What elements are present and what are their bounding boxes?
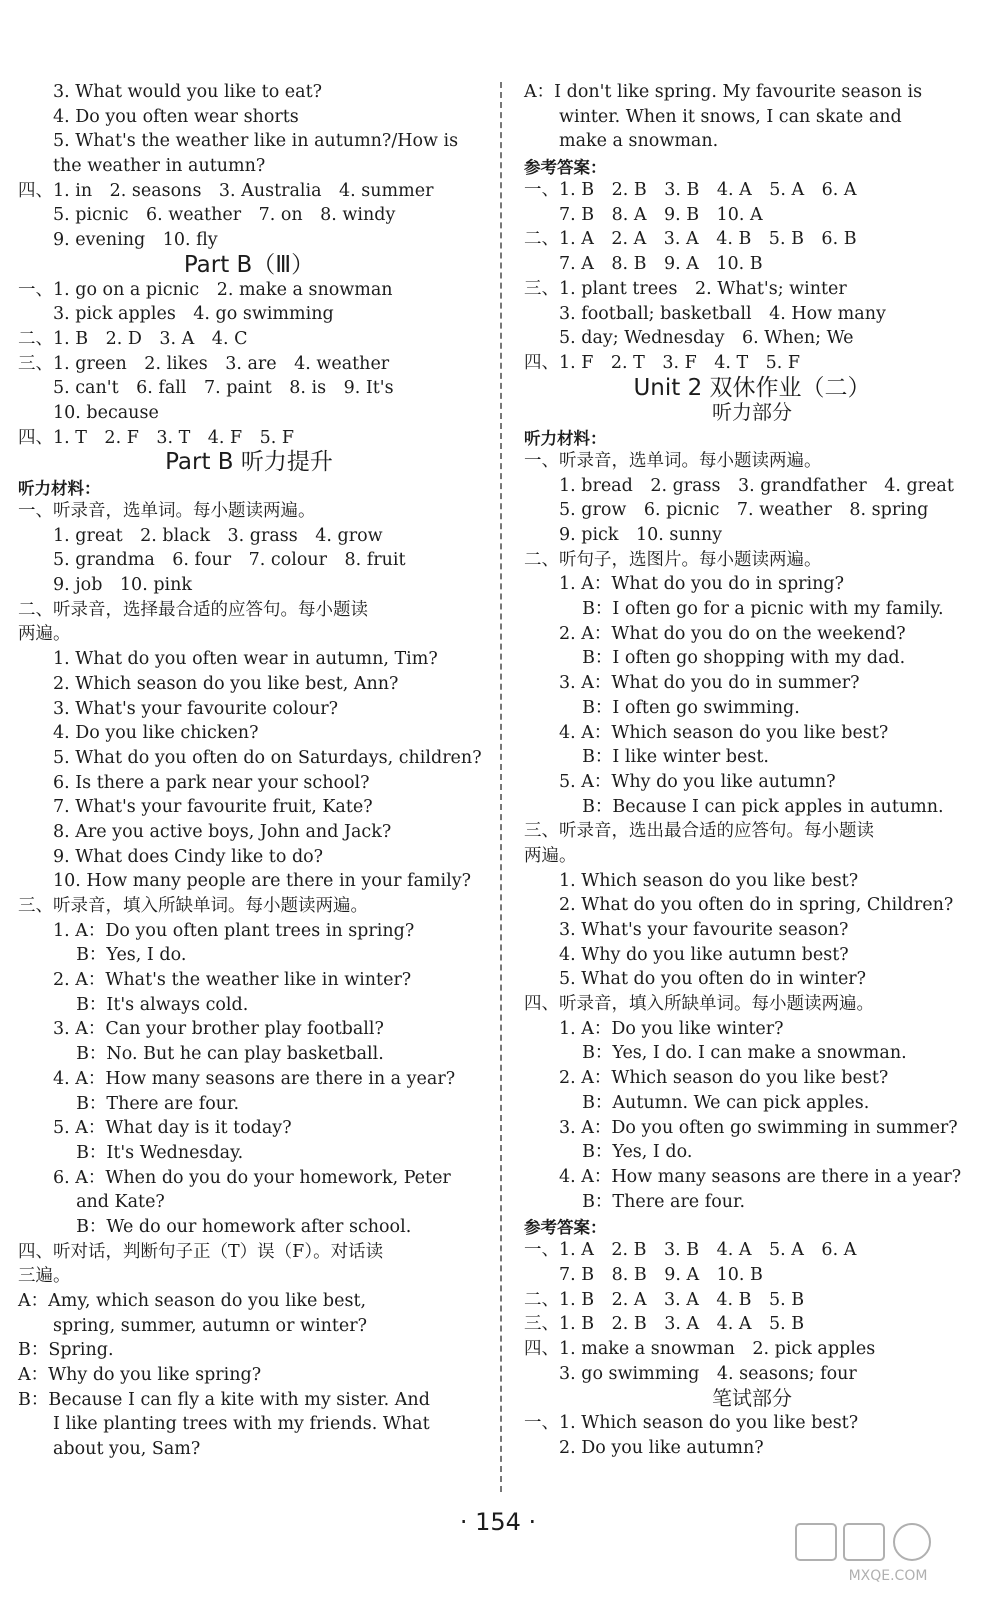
text-line: 3. go swimming 4. seasons; four bbox=[524, 1363, 857, 1384]
text-line: 3. What's your favourite season? bbox=[524, 920, 849, 940]
text-line: 2. A：What do you do on the weekend? bbox=[524, 623, 906, 644]
text-line: 3. A：Can your brother play football? bbox=[18, 1019, 384, 1040]
section-heading: Part B 听力提升 bbox=[165, 449, 333, 476]
text-line: 4. Why do you like autumn best? bbox=[524, 944, 849, 965]
text-line: B：Yes, I do. I can make a snowman. bbox=[524, 1043, 907, 1064]
text-line: 3. A：Do you often go swimming in summer? bbox=[524, 1117, 958, 1138]
text-line: 一、1. B 2. B 3. B 4. A 5. A 6. A bbox=[524, 180, 857, 201]
text-line: 二、1. B 2. A 3. A 4. B 5. B bbox=[524, 1289, 805, 1310]
text-line: 5. day; Wednesday 6. When; We bbox=[524, 328, 854, 349]
section-heading: Part B（Ⅲ） bbox=[183, 251, 315, 278]
text-line: 9. job 10. pink bbox=[18, 575, 192, 596]
text-line: 四、1. F 2. T 3. F 4. T 5. F bbox=[524, 352, 801, 373]
text-line: B：It's Wednesday. bbox=[18, 1142, 244, 1163]
text-line: 1. A：What do you do in spring? bbox=[524, 574, 844, 595]
text-line: 三、听录音，填入所缺单词。每小题读两遍。 bbox=[18, 896, 368, 916]
text-line: 一、1. go on a picnic 2. make a snowman bbox=[18, 279, 393, 300]
text-line: 二、听录音，选择最合适的应答句。每小题读 bbox=[18, 599, 368, 620]
text-line: 5. grandma 6. four 7. colour 8. fruit bbox=[18, 550, 406, 571]
text-line: 2. A：Which season do you like best? bbox=[524, 1068, 889, 1089]
text-line: 7. B 8. A 9. B 10. A bbox=[524, 204, 763, 225]
text-line: 一、听录音，选单词。每小题读两遍。 bbox=[18, 501, 316, 521]
section-label: 听力材料： bbox=[524, 428, 607, 448]
text-line: 3. What would you like to eat? bbox=[18, 82, 323, 102]
text-line: B：Spring. bbox=[18, 1340, 114, 1361]
text-line: 7. B 8. B 9. A 10. B bbox=[524, 1264, 763, 1285]
text-line: B：No. But he can play basketball. bbox=[18, 1044, 384, 1065]
left-column bbox=[18, 80, 480, 1462]
text-line: 9. What does Cindy like to do? bbox=[18, 846, 324, 867]
text-line: 二、1. B 2. D 3. A 4. C bbox=[18, 328, 248, 349]
text-line: 8. Are you active boys, John and Jack? bbox=[18, 821, 392, 842]
text-line: 2. Do you like autumn? bbox=[524, 1437, 764, 1458]
text-line: the weather in autumn? bbox=[18, 156, 266, 177]
text-line: 10. How many people are there in your family? bbox=[18, 871, 471, 892]
text-line: A：Amy, which season do you like best, bbox=[18, 1291, 367, 1311]
section-label: 听力材料： bbox=[18, 479, 101, 498]
text-line: 5. picnic 6. weather 7. on 8. windy bbox=[18, 205, 396, 226]
text-line: B：Autumn. We can pick apples. bbox=[524, 1092, 870, 1113]
text-line: 1. bread 2. grass 3. grandfather 4. great bbox=[524, 475, 954, 496]
text-line: 一、听录音，选单词。每小题读两遍。 bbox=[524, 450, 822, 471]
text-line: B：Because I can pick apples in autumn. bbox=[524, 796, 944, 817]
text-line: 4. A：How many seasons are there in a year? bbox=[18, 1068, 456, 1089]
text-line: 9. pick 10. sunny bbox=[524, 525, 723, 545]
text-line: 1. What do you often wear in autumn, Tim? bbox=[18, 649, 438, 670]
text-line: 10. because bbox=[18, 402, 159, 423]
text-line: 6. Is there a park near your school? bbox=[18, 772, 370, 793]
text-line: 四、1. T 2. F 3. T 4. F 5. F bbox=[18, 427, 295, 448]
text-line: B：Because I can fly a kite with my sister. And bbox=[18, 1389, 430, 1410]
page-number: · 154 · bbox=[459, 1508, 537, 1536]
text-line: 一、1. A 2. B 3. B 4. A 5. A 6. A bbox=[524, 1240, 857, 1261]
text-line: 3. football; basketball 4. How many bbox=[524, 303, 886, 324]
text-line: 1. A：Do you like winter? bbox=[524, 1018, 784, 1039]
text-line: 5. grow 6. picnic 7. weather 8. spring bbox=[524, 500, 929, 521]
text-line: 2. A：What's the weather like in winter? bbox=[18, 970, 412, 991]
text-line: 9. evening 10. fly bbox=[18, 230, 218, 251]
text-line: 4. Do you often wear shorts bbox=[18, 106, 299, 127]
text-line: B：I like winter best. bbox=[524, 747, 769, 768]
text-line: about you, Sam? bbox=[18, 1439, 201, 1460]
text-line: 4. Do you like chicken? bbox=[18, 723, 259, 744]
text-line: 1. Which season do you like best? bbox=[524, 870, 859, 891]
text-line: 3. pick apples 4. go swimming bbox=[18, 304, 334, 325]
text-line: B：Yes, I do. bbox=[18, 945, 187, 966]
text-line: B：I often go swimming. bbox=[524, 697, 800, 718]
text-line: 二、听句子，选图片。每小题读两遍。 bbox=[524, 549, 822, 570]
text-line: and Kate? bbox=[18, 1192, 165, 1213]
text-line: A：Why do you like spring? bbox=[18, 1365, 262, 1386]
text-line: 三、1. B 2. B 3. A 4. A 5. B bbox=[524, 1314, 805, 1335]
text-line: B：I often go shopping with my dad. bbox=[524, 648, 906, 669]
svg-text:MXQE.COM: MXQE.COM bbox=[848, 1568, 928, 1584]
text-line: I like planting trees with my friends. What bbox=[18, 1414, 430, 1435]
text-line: 3. A：What do you do in summer? bbox=[524, 673, 860, 694]
text-line: 三遍。 bbox=[18, 1266, 71, 1287]
text-line: 5. A：Why do you like autumn? bbox=[524, 771, 836, 792]
text-line: 4. A：Which season do you like best? bbox=[524, 722, 889, 743]
text-line: 四、1. make a snowman 2. pick apples bbox=[524, 1339, 876, 1359]
text-line: 1. A：Do you often plant trees in spring? bbox=[18, 920, 415, 941]
text-line: make a snowman. bbox=[524, 131, 719, 152]
text-line: 两遍。 bbox=[524, 845, 577, 866]
text-line: 6. A：When do you do your homework, Peter bbox=[18, 1167, 451, 1188]
section-heading: 笔试部分 bbox=[712, 1386, 792, 1411]
text-line: 4. A：How many seasons are there in a year? bbox=[524, 1166, 962, 1187]
text-line: 7. A 8. B 9. A 10. B bbox=[524, 254, 763, 275]
text-line: B：I often go for a picnic with my family. bbox=[524, 599, 944, 620]
section-heading: Unit 2 双休作业（二） bbox=[633, 374, 871, 401]
text-line: B：There are four. bbox=[18, 1093, 240, 1114]
column-divider bbox=[500, 82, 502, 1492]
text-line: winter. When it snows, I can skate and bbox=[524, 106, 902, 127]
text-line: 1. great 2. black 3. grass 4. grow bbox=[18, 525, 383, 546]
text-line: 四、听录音，填入所缺单词。每小题读两遍。 bbox=[524, 994, 874, 1015]
text-line: 三、1. green 2. likes 3. are 4. weather bbox=[18, 353, 390, 374]
text-line: 一、1. Which season do you like best? bbox=[524, 1413, 859, 1434]
text-line: 三、1. plant trees 2. What's; winter bbox=[524, 278, 847, 299]
text-line: B：We do our homework after school. bbox=[18, 1216, 412, 1237]
text-line: 5. can't 6. fall 7. paint 8. is 9. It's bbox=[18, 378, 394, 399]
text-line: 二、1. A 2. A 3. A 4. B 5. B 6. B bbox=[524, 229, 857, 250]
text-line: 3. What's your favourite colour? bbox=[18, 698, 338, 719]
text-line: 5. What's the weather like in autumn?/How is bbox=[18, 131, 459, 152]
watermark-logo bbox=[792, 1520, 982, 1586]
text-line: B：It's always cold. bbox=[18, 994, 249, 1015]
text-line: 7. What's your favourite fruit, Kate? bbox=[18, 797, 373, 818]
right-column bbox=[524, 80, 980, 1460]
text-line: 5. What do you often do on Saturdays, children? bbox=[18, 747, 482, 768]
section-label: 参考答案： bbox=[524, 1218, 607, 1238]
text-line: 四、1. in 2. seasons 3. Australia 4. summer bbox=[18, 180, 434, 201]
text-line: 两遍。 bbox=[18, 624, 71, 645]
text-line: 三、听录音，选出最合适的应答句。每小题读 bbox=[524, 821, 874, 842]
text-line: 四、听对话，判断句子正（T）误（F）。对话读 bbox=[18, 1241, 384, 1262]
text-line: 5. A：What day is it today? bbox=[18, 1118, 292, 1139]
text-line: A：I don't like spring. My favourite season is bbox=[524, 82, 923, 102]
text-line: 2. What do you often do in spring, Children? bbox=[524, 895, 954, 916]
section-label: 参考答案： bbox=[524, 158, 607, 178]
text-line: spring, summer, autumn or winter? bbox=[18, 1315, 367, 1336]
text-line: 2. Which season do you like best, Ann? bbox=[18, 673, 399, 694]
section-heading: 听力部分 bbox=[712, 400, 792, 425]
text-line: 5. What do you often do in winter? bbox=[524, 969, 867, 990]
text-line: B：Yes, I do. bbox=[524, 1142, 693, 1163]
text-line: B：There are four. bbox=[524, 1191, 746, 1212]
